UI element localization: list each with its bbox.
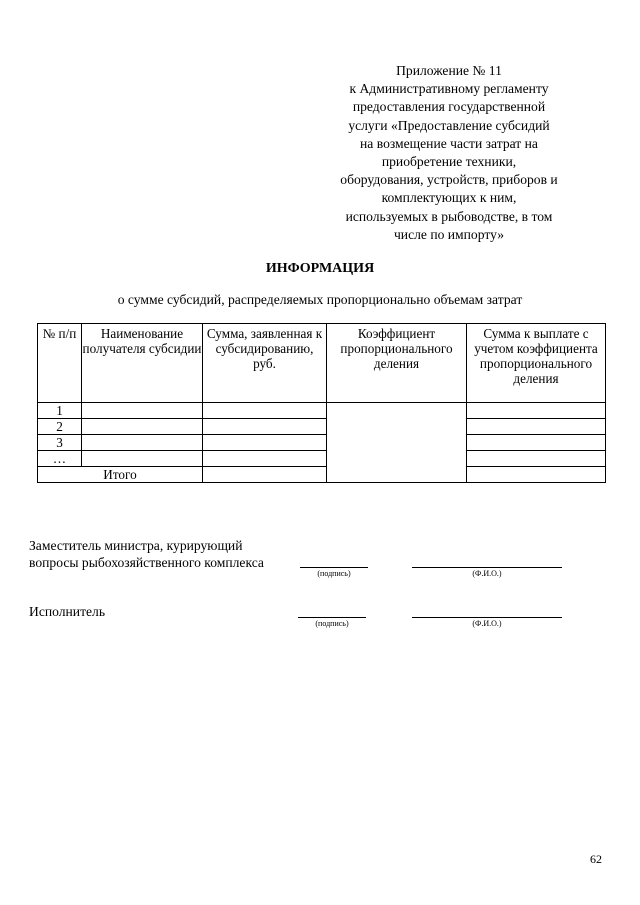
deputy-name-line (412, 567, 562, 568)
subsidy-table (37, 323, 606, 483)
header-payout-sum: Сумма к выплате с учетом коэффициента пропорционального деления (467, 324, 606, 403)
header-recipient: Наименование получателя субсидии (82, 324, 203, 403)
document-subtitle: о сумме субсидий, распределяемых пропорционально объемам затрат (117, 292, 523, 307)
appendix-line: комплектующих к ним, (381, 190, 517, 206)
row-number: 2 (38, 419, 82, 435)
deputy-signature-caption: (подпись) (317, 569, 351, 578)
deputy-title-line1: Заместитель министра, курирующий (29, 538, 243, 553)
cell-payout-sum (467, 403, 606, 419)
appendix-header (318, 62, 580, 244)
cell-total-payout (467, 467, 606, 483)
table-row (38, 403, 606, 419)
appendix-line: используемых в рыбоводстве, в том (345, 208, 553, 224)
executor-name-line (412, 617, 562, 618)
cell-claimed-sum (203, 419, 327, 435)
deputy-name-caption: (Ф.И.О.) (472, 569, 502, 578)
table-header-row (38, 324, 606, 403)
header-claimed-sum: Сумма, заявленная к субсидированию, руб. (203, 324, 327, 403)
appendix-line: числе по импорту» (393, 226, 505, 242)
executor-label: Исполнитель (29, 604, 106, 619)
cell-payout-sum (467, 451, 606, 467)
cell-claimed-sum (203, 451, 327, 467)
table-row (38, 435, 606, 451)
executor-name-caption: (Ф.И.О.) (472, 619, 502, 628)
cell-recipient (82, 451, 203, 467)
cell-recipient (82, 403, 203, 419)
row-number: … (38, 451, 82, 467)
cell-payout-sum (467, 419, 606, 435)
appendix-line: Приложение № 11 (396, 63, 502, 78)
cell-coefficient (327, 403, 467, 483)
cell-claimed-sum (203, 435, 327, 451)
table-row (38, 419, 606, 435)
row-number: 1 (38, 403, 82, 419)
cell-total-claimed (203, 467, 327, 483)
appendix-line: на возмещение части затрат на (360, 135, 538, 151)
deputy-title-line2: вопросы рыбохозяйственного комплекса (29, 555, 264, 570)
appendix-line: к Административному регламенту (349, 81, 549, 97)
appendix-line: приобретение техники, (381, 154, 517, 170)
page-number: 62 (590, 852, 602, 866)
appendix-line: оборудования, устройств, приборов и (340, 172, 558, 188)
deputy-signature-line (300, 567, 368, 568)
cell-recipient (82, 435, 203, 451)
header-coefficient: Коэффициент пропорционального деления (327, 324, 467, 403)
table-total-row (38, 467, 606, 483)
appendix-line: предоставления государственной (352, 99, 546, 115)
cell-recipient (82, 419, 203, 435)
executor-signature-caption: (подпись) (315, 619, 349, 628)
total-label: Итого (38, 467, 203, 483)
document-title: ИНФОРМАЦИЯ (265, 261, 375, 276)
row-number: 3 (38, 435, 82, 451)
executor-signature-line (298, 617, 366, 618)
table-row (38, 451, 606, 467)
cell-payout-sum (467, 435, 606, 451)
appendix-line: услуги «Предоставление субсидий (348, 117, 550, 133)
cell-claimed-sum (203, 403, 327, 419)
header-number: № п/п (38, 324, 82, 403)
